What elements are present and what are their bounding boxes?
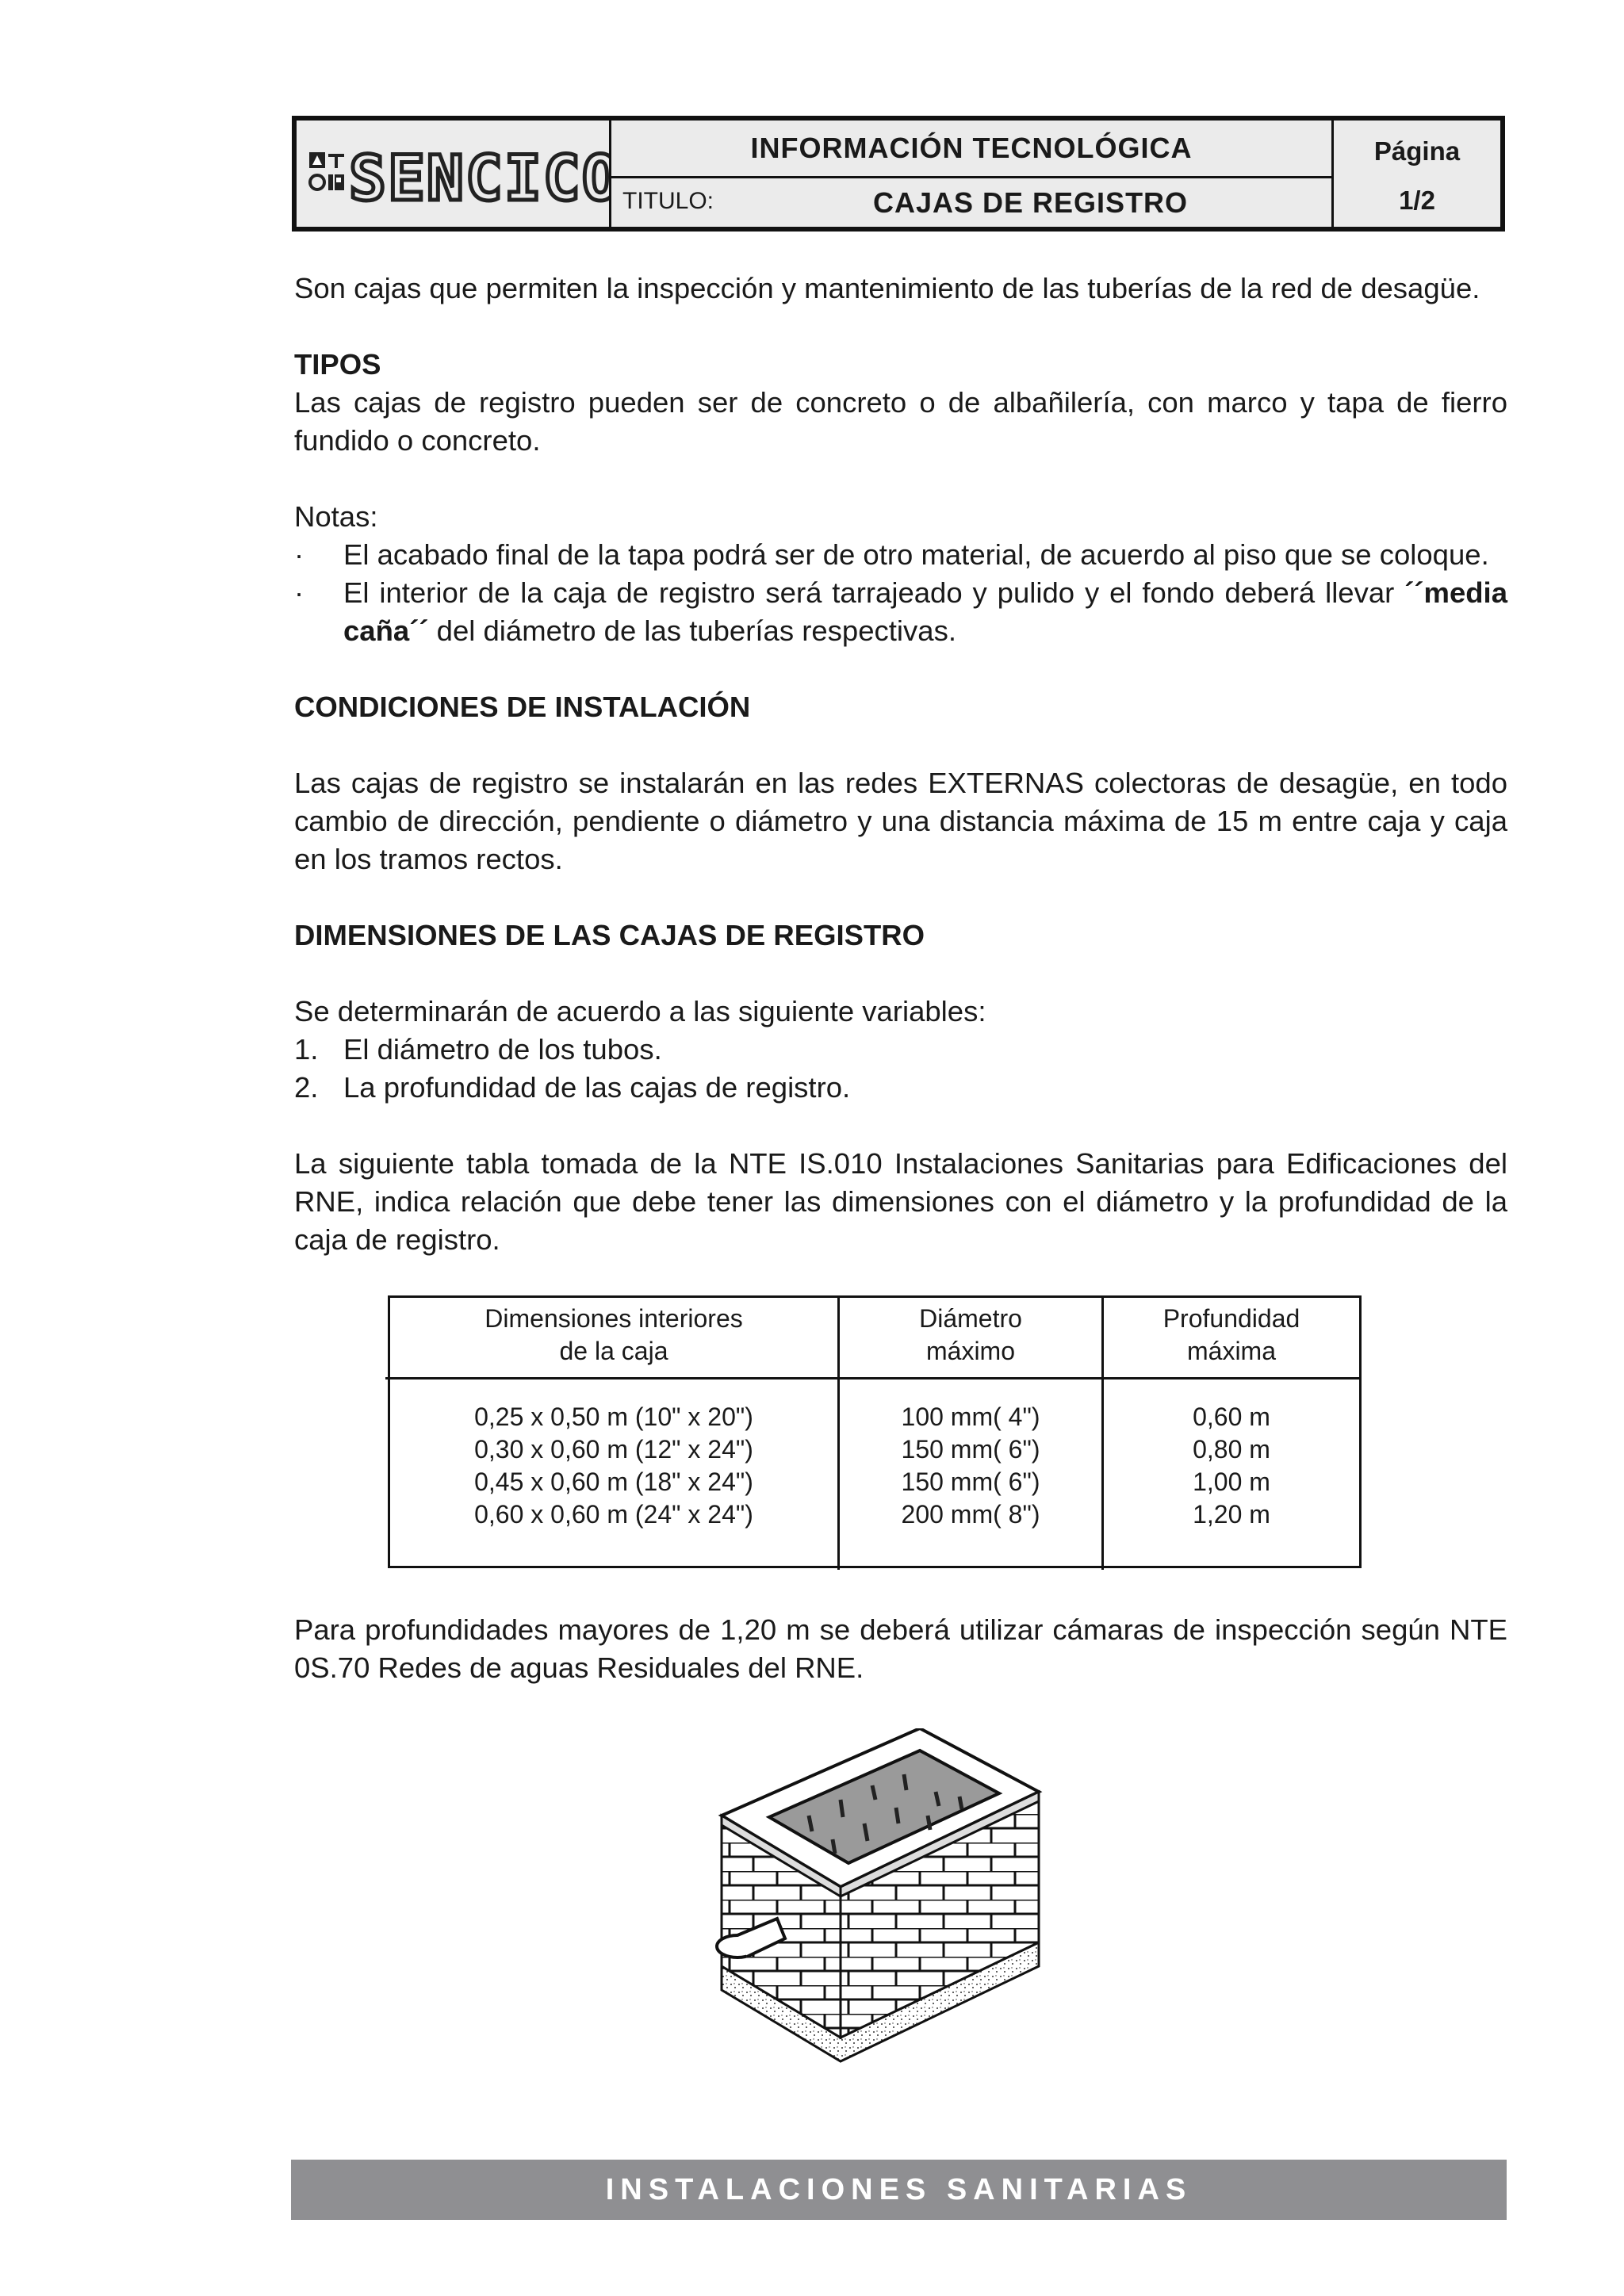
registro-box-illustration (706, 1728, 1078, 2077)
nota-bold-text: ´´media caña´´ (343, 576, 1507, 647)
document-header (292, 116, 1505, 232)
table-cell: 0,25 x 0,50 m (10" x 20") (474, 1402, 753, 1431)
table-cell: 0,80 m (1193, 1435, 1270, 1464)
brick-box-drawing (706, 1728, 1078, 2077)
header-line: Profundidad (1162, 1304, 1300, 1333)
title-label: TITULO: (622, 188, 714, 214)
bullet-dot: · (294, 576, 304, 609)
document-body (294, 270, 1507, 1259)
table-cell: 150 mm( 6") (901, 1435, 1040, 1464)
nota-text: del diámetro de las tuberías respectivas. (428, 614, 956, 647)
table-cell: 0,60 m (1193, 1402, 1270, 1431)
variable-text: La profundidad de las cajas de registro. (343, 1071, 851, 1104)
nota-item (294, 574, 1507, 650)
table-cell: 200 mm( 8") (901, 1500, 1040, 1529)
table-cell: 0,45 x 0,60 m (18" x 24") (474, 1468, 753, 1496)
document-title: CAJAS DE REGISTRO (873, 186, 1189, 219)
table-header (1104, 1303, 1359, 1368)
header-line: Diámetro (919, 1304, 1022, 1333)
header-line: máximo (925, 1337, 1015, 1365)
bullet-dot: · (294, 538, 304, 571)
condiciones-heading: CONDICIONES DE INSTALACIÓN (294, 691, 751, 723)
variable-item (294, 1031, 1507, 1069)
footer-banner: INSTALACIONES SANITARIAS (291, 2160, 1507, 2220)
logo-wordmark: SENCICO (349, 144, 609, 215)
table-cell: 1,20 m (1193, 1500, 1270, 1529)
nota-text: El acabado final de la tapa podrá ser de otro material, de acuerdo al piso que se coloque. (343, 538, 1489, 571)
tabla-intro-paragraph: La siguiente tabla tomada de la NTE IS.010 Instalaciones Sanitarias para Edificaciones del RNE, indica relación que debe tener las dimensiones con el diámetro y la profundidad de la caja de registro. (294, 1147, 1507, 1256)
final-paragraph: Para profundidades mayores de 1,20 m se deberá utilizar cámaras de inspección según NTE 0S.70 Redes de aguas Residuales del RNE. (294, 1613, 1507, 1684)
table-cell: 0,60 x 0,60 m (24" x 24") (474, 1500, 753, 1529)
table-header (840, 1303, 1101, 1368)
intro-paragraph: Son cajas que permiten la inspección y mantenimiento de las tuberías de la red de desagüe. (294, 272, 1480, 304)
tipos-paragraph: Las cajas de registro pueden ser de concreto o de albañilería, con marco y tapa de fierro fundido o concreto. (294, 386, 1507, 457)
table-header (390, 1303, 837, 1368)
table-cell: 150 mm( 6") (901, 1468, 1040, 1496)
tipos-heading: TIPOS (294, 348, 381, 381)
notas-label: Notas: (294, 500, 378, 533)
final-section (294, 1611, 1507, 1687)
dimensiones-intro: Se determinarán de acuerdo a las siguiente variables: (294, 995, 986, 1027)
header-middle (611, 121, 1334, 227)
page-label: Página (1373, 136, 1461, 166)
nota-text: El interior de la caja de registro será tarrajeado y pulido y el fondo deberá llevar (343, 576, 1405, 609)
page-number: 1/2 (1399, 186, 1435, 215)
table-cell: 100 mm( 4") (901, 1402, 1040, 1431)
variable-item (294, 1069, 1507, 1107)
header-line: de la caja (559, 1337, 668, 1365)
header-line: Dimensiones interiores (485, 1304, 743, 1333)
variable-text: El diámetro de los tubos. (343, 1033, 662, 1066)
header-line: máxima (1186, 1337, 1276, 1365)
sencico-logo (297, 121, 611, 227)
dimensiones-heading: DIMENSIONES DE LAS CAJAS DE REGISTRO (294, 919, 925, 951)
table-cell: 1,00 m (1193, 1468, 1270, 1496)
table-cell: 0,30 x 0,60 m (12" x 24") (474, 1435, 753, 1464)
nota-item (294, 536, 1507, 574)
list-number: 1. (294, 1033, 319, 1066)
header-page (1334, 121, 1500, 227)
list-number: 2. (294, 1071, 319, 1104)
header-section: INFORMACIÓN TECNOLÓGICA (611, 121, 1331, 178)
dimensions-table (388, 1295, 1362, 1568)
condiciones-paragraph: Las cajas de registro se instalarán en las redes EXTERNAS colectoras de desagüe, en todo cambio de dirección, pendiente o diámetro y una distancia máxima de 15 m entre caja y caja en los tramos rectos. (294, 767, 1507, 875)
